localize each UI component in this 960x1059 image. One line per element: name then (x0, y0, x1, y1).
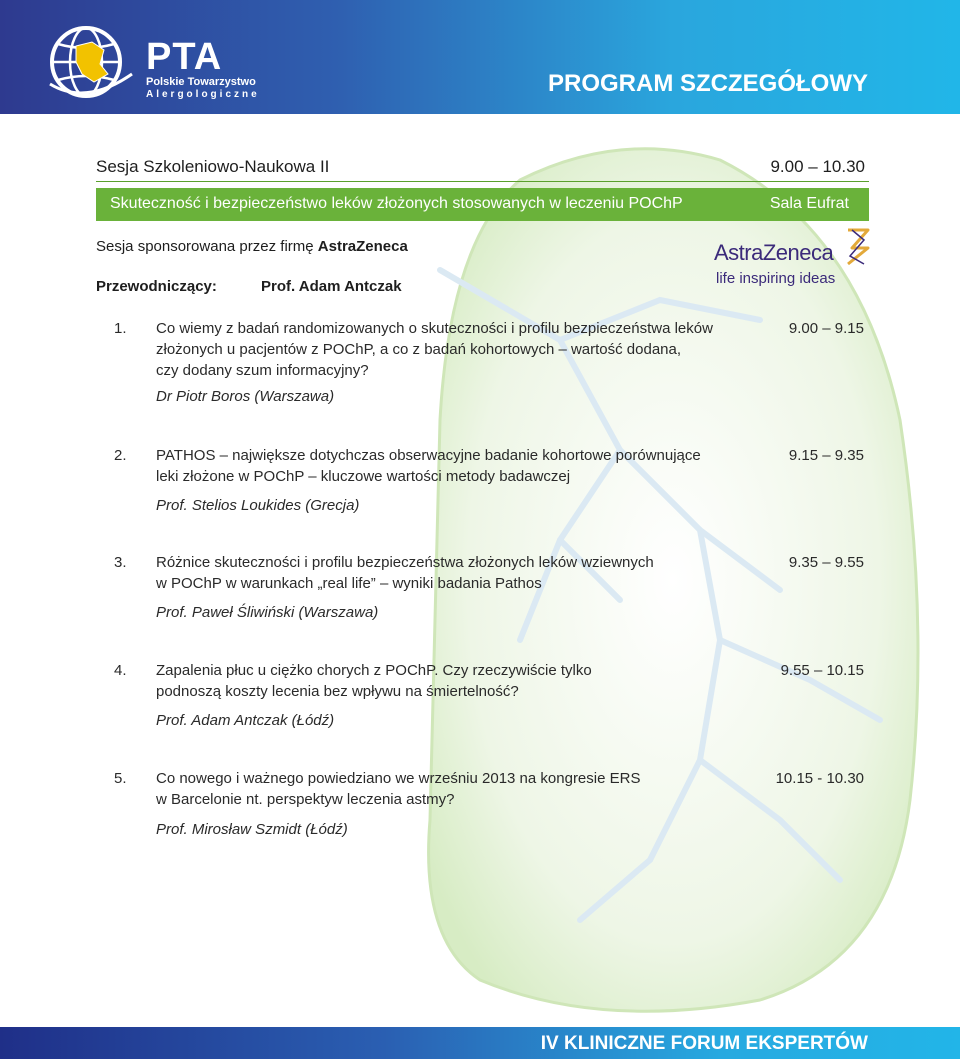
item-title (156, 445, 746, 487)
chair-name: Prof. Adam Antczak (261, 278, 402, 295)
astrazeneca-logo-tagline: life inspiring ideas (716, 270, 836, 287)
item-title-line: Co nowego i ważnego powiedziano we wrześniu 2013 na kongresie ERS (156, 770, 641, 787)
program-item (114, 445, 874, 489)
item-title (156, 552, 746, 594)
pta-globe-logo (46, 24, 136, 100)
sponsor-name: AstraZeneca (317, 238, 408, 255)
item-number: 5. (114, 770, 127, 787)
footer-title: IV KLINICZNE FORUM EKSPERTÓW (540, 1033, 868, 1054)
program-item (114, 660, 874, 704)
item-time: 9.35 – 9.55 (788, 554, 864, 571)
item-number: 3. (114, 554, 127, 571)
item-title-line: czy dodany szum informacyjny? (156, 362, 369, 379)
sponsor-prefix: Sesja sponsorowana przez firmę (96, 238, 318, 255)
session-header-row (96, 157, 869, 182)
item-time: 9.55 – 10.15 (780, 662, 864, 679)
item-title-line: Co wiemy z badań randomizowanych o skuteczności i profilu bezpieczeństwa leków (156, 320, 713, 337)
item-speaker: Prof. Stelios Loukides (Grecja) (156, 497, 360, 514)
astrazeneca-symbol-icon (842, 226, 872, 266)
item-title-line: Różnice skuteczności i profilu bezpieczeństwa złożonych leków wziewnych (156, 554, 654, 571)
item-title-line: w Barcelonie nt. perspektyw leczenia astmy? (156, 791, 455, 808)
footer-banner (0, 1027, 960, 1059)
item-title-line: podnoszą koszty lecenia bez wpływu na śmiertelność? (156, 683, 519, 700)
session-time: 9.00 – 10.30 (770, 157, 865, 176)
session-topic: Skuteczność i bezpieczeństwo leków złożonych stosowanych w leczeniu POChP (110, 195, 683, 212)
page-title: PROGRAM SZCZEGÓŁOWY (548, 70, 868, 97)
item-speaker: Prof. Mirosław Szmidt (Łódź) (156, 821, 348, 838)
session-room: Sala Eufrat (769, 195, 849, 212)
item-speaker: Prof. Paweł Śliwiński (Warszawa) (156, 604, 379, 621)
sponsor-line (96, 238, 408, 255)
session-title: Sesja Szkoleniowo-Naukowa II (96, 157, 330, 176)
pta-logo-subtitle: Polskie Towarzystwo (146, 76, 256, 88)
item-title (156, 768, 746, 810)
item-time: 10.15 - 10.30 (775, 770, 864, 787)
astrazeneca-logo (714, 226, 874, 290)
header-banner (0, 0, 960, 114)
item-number: 2. (114, 447, 127, 464)
item-time: 9.15 – 9.35 (788, 447, 864, 464)
item-time: 9.00 – 9.15 (788, 320, 864, 337)
program-item (114, 768, 874, 812)
item-title-line: złożonych u pacjentów z POChP, a co z badań kohortowych – wartość dodana, (156, 341, 682, 358)
item-speaker: Dr Piotr Boros (Warszawa) (156, 388, 335, 405)
item-title-line: w POChP w warunkach „real life” – wyniki badania Pathos (156, 575, 542, 592)
item-number: 1. (114, 320, 127, 337)
program-item (114, 552, 874, 596)
item-number: 4. (114, 662, 127, 679)
pta-logo-text: PTA (146, 36, 223, 78)
astrazeneca-logo-name: AstraZeneca (714, 240, 834, 265)
item-title-line: leki złożone w POChP – kluczowe wartości metody badawczej (156, 468, 571, 485)
program-item (114, 318, 874, 384)
session-topic-bar (96, 188, 869, 221)
item-title-line: Zapalenia płuc u ciężko chorych z POChP. Czy rzeczywiście tylko (156, 662, 592, 679)
chair-label: Przewodniczący: (96, 278, 217, 295)
item-title-line: PATHOS – największe dotychczas obserwacyjne badanie kohortowe porównujące (156, 447, 701, 464)
pta-logo-subtitle-2: Alergologiczne (146, 89, 260, 100)
item-title (156, 660, 746, 702)
item-title (156, 318, 746, 381)
item-speaker: Prof. Adam Antczak (Łódź) (156, 712, 335, 729)
